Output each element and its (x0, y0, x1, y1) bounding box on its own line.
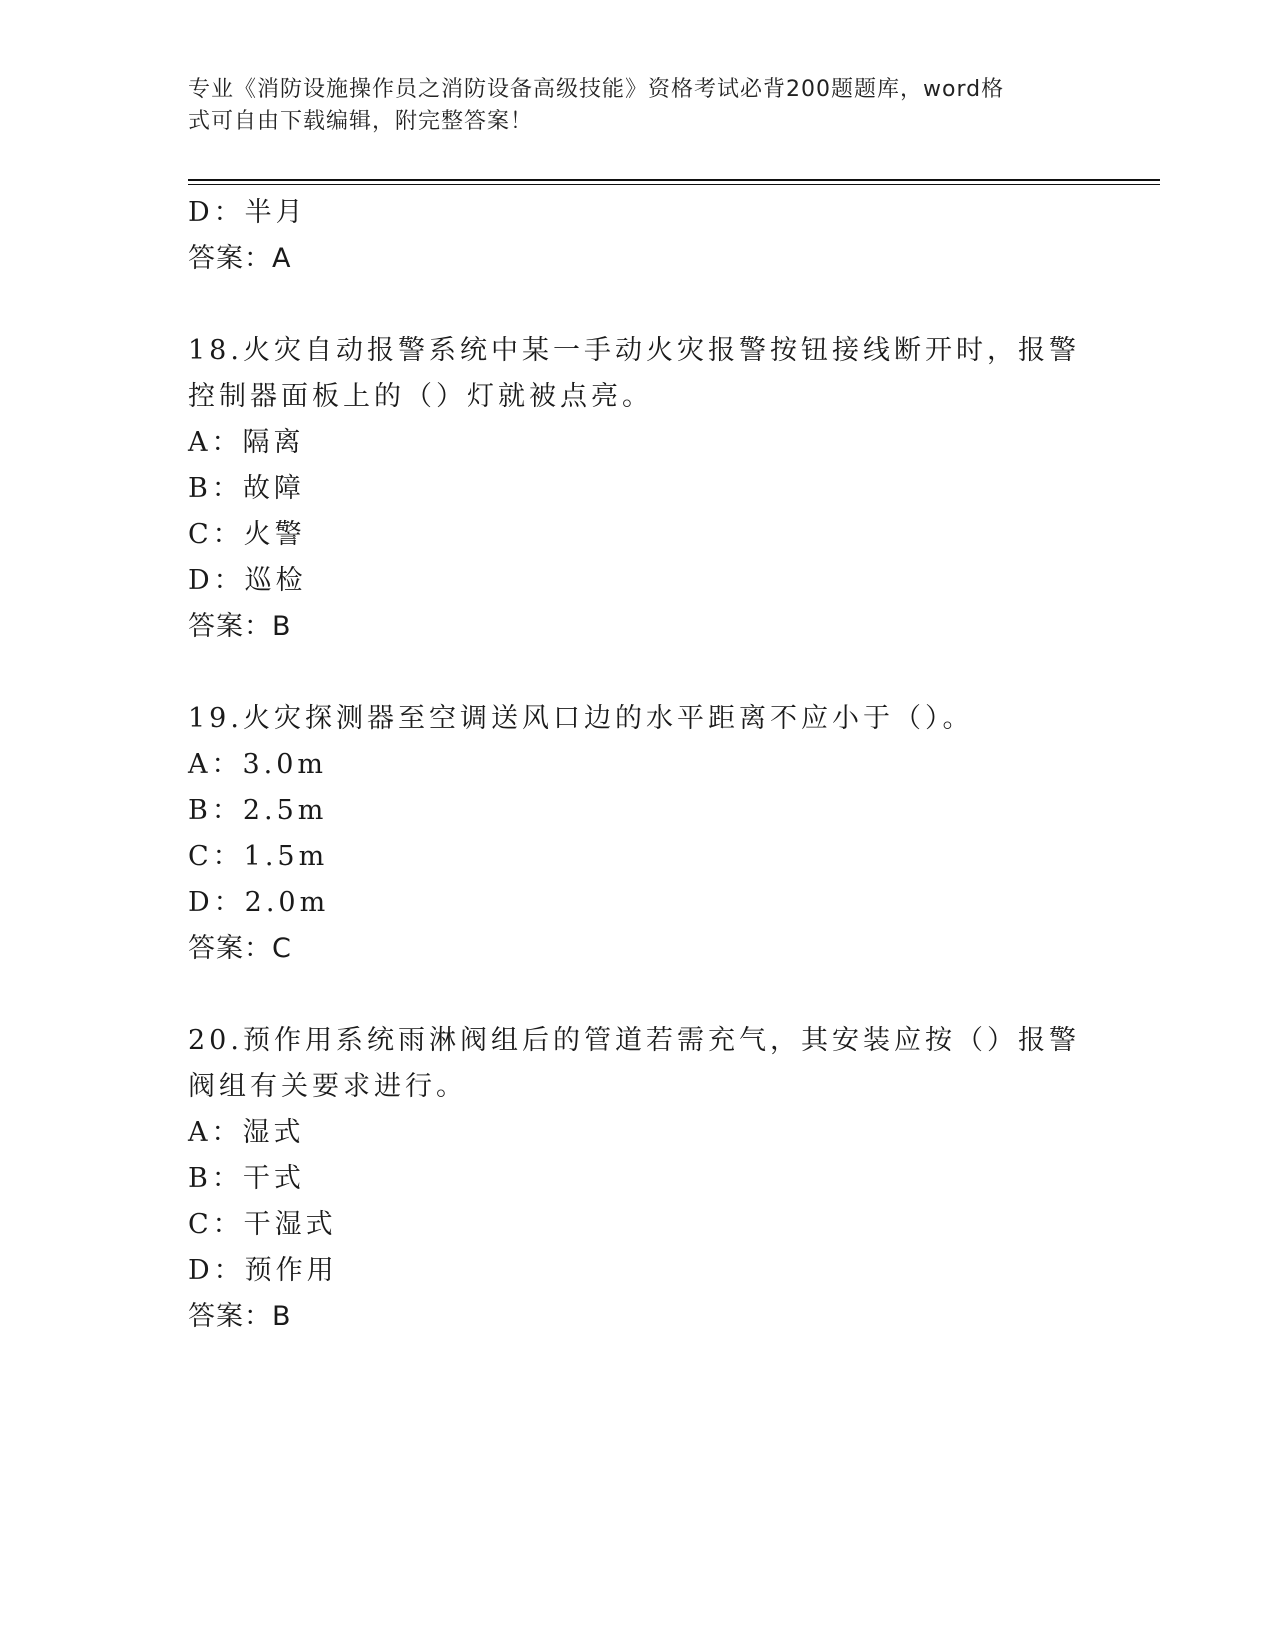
answer: 答案：B (188, 1301, 292, 1332)
option-c: C：火警 (188, 519, 306, 550)
question-block-18 (188, 328, 1088, 650)
spacer (188, 650, 1088, 696)
answer: 答案：C (188, 933, 292, 964)
option-b: B：干式 (188, 1163, 305, 1194)
question-text: 18.火灾自动报警系统中某一手动火灾报警按钮接线断开时，报警控制器面板上的（）灯就被点亮。 (188, 335, 1080, 412)
spacer (188, 972, 1088, 1018)
option-d: D：预作用 (188, 1255, 338, 1286)
option-a: A：湿式 (188, 1117, 305, 1148)
option-c: C：1.5m (188, 841, 329, 872)
option-c: C：干湿式 (188, 1209, 337, 1240)
header-line-2: 式可自由下载编辑，附完整答案！ (188, 109, 534, 134)
header-divider-thick (188, 179, 1160, 181)
spacer (188, 282, 1088, 328)
document-header (188, 74, 1088, 138)
question-list (188, 190, 1088, 1340)
header-divider-thin (188, 184, 1160, 185)
prev-answer: 答案：A (188, 243, 292, 274)
option-d: D：巡检 (188, 565, 307, 596)
question-text: 20.预作用系统雨淋阀组后的管道若需充气，其安装应按（）报警阀组有关要求进行。 (188, 1025, 1080, 1102)
question-text: 19.火灾探测器至空调送风口边的水平距离不应小于（）。 (188, 703, 974, 734)
question-block-19 (188, 696, 1088, 972)
option-b: B：2.5m (188, 795, 328, 826)
prev-option-d: D：半月 (188, 197, 307, 228)
option-a: A：隔离 (188, 427, 305, 458)
question-block-20 (188, 1018, 1088, 1340)
option-a: A：3.0m (188, 749, 328, 780)
option-b: B：故障 (188, 473, 305, 504)
option-d: D：2.0m (188, 887, 330, 918)
answer: 答案：B (188, 611, 292, 642)
header-line-1: 专业《消防设施操作员之消防设备高级技能》资格考试必背200题题库，word格 (188, 77, 1005, 102)
